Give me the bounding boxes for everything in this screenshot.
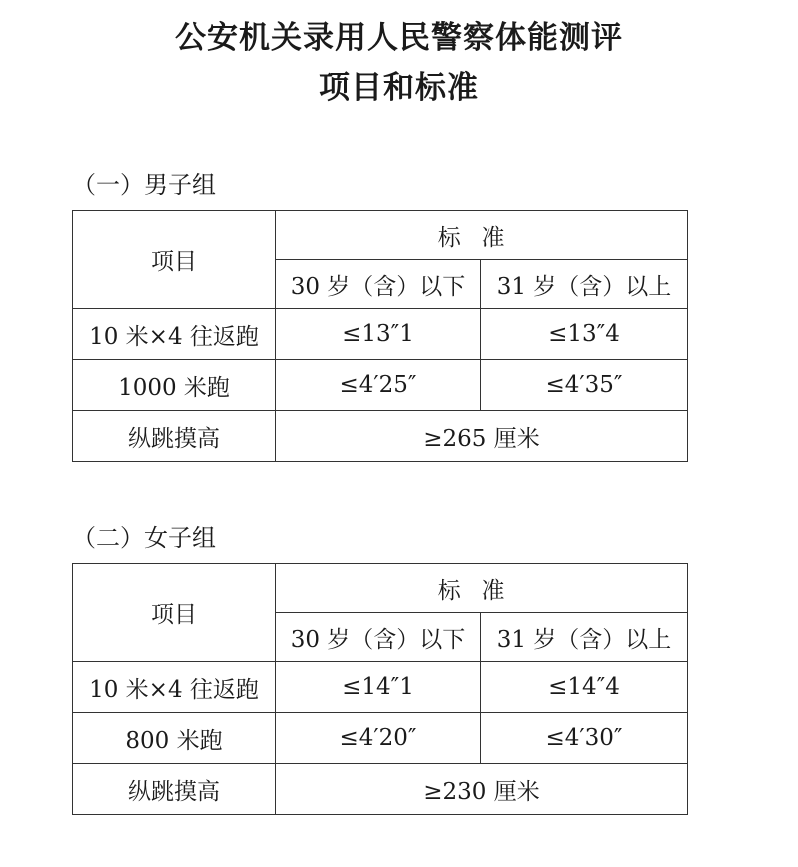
header-item-cell: 项目 [73,564,276,662]
young-value-cell: ≤14″1 [276,662,481,713]
young-value-cell: ≤13″1 [276,309,481,360]
table-row [73,411,688,462]
item-cell: 800 米跑 [73,713,276,764]
table-header-row [73,564,688,613]
table-row [73,360,688,411]
old-value-cell: ≤4′35″ [481,360,688,411]
item-cell: 纵跳摸高 [73,764,276,815]
table-header-row [73,211,688,260]
item-cell: 1000 米跑 [73,360,276,411]
document-title-line-2: 项目和标准 [319,70,479,106]
old-value-cell: ≤14″4 [481,662,688,713]
male-group-heading: （一）男子组 [72,171,216,199]
jump-value-cell: ≥230 厘米 [276,764,688,815]
old-value-cell: ≤13″4 [481,309,688,360]
header-age-young-cell: 30 岁（含）以下 [276,613,481,662]
header-age-old-cell: 31 岁（含）以上 [481,613,688,662]
male-standards-table [72,210,688,462]
old-value-cell: ≤4′30″ [481,713,688,764]
young-value-cell: ≤4′25″ [276,360,481,411]
item-cell: 10 米×4 往返跑 [73,309,276,360]
header-age-young-cell: 30 岁（含）以下 [276,260,481,309]
table-row [73,764,688,815]
header-age-old-cell: 31 岁（含）以上 [481,260,688,309]
female-group-heading: （二）女子组 [72,524,216,552]
document-title-line-1: 公安机关录用人民警察体能测评 [175,20,623,56]
item-cell: 纵跳摸高 [73,411,276,462]
female-standards-table [72,563,688,815]
header-standard-cell: 标准 [276,211,688,260]
header-standard-cell: 标准 [276,564,688,613]
young-value-cell: ≤4′20″ [276,713,481,764]
item-cell: 10 米×4 往返跑 [73,662,276,713]
table-row [73,662,688,713]
table-row [73,309,688,360]
table-row [73,713,688,764]
header-item-cell: 项目 [73,211,276,309]
jump-value-cell: ≥265 厘米 [276,411,688,462]
